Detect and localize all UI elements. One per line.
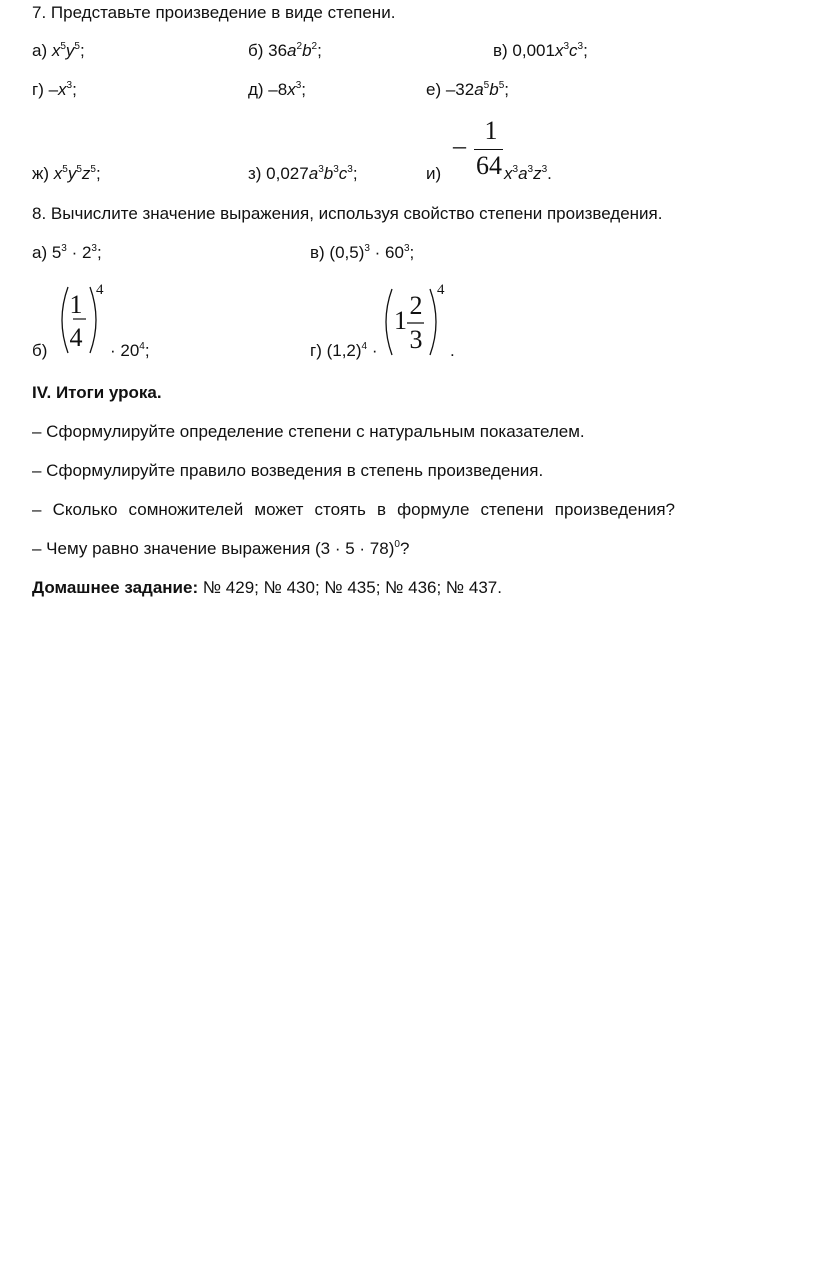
task8-g-denominator: 3 bbox=[409, 325, 423, 354]
task8-title: 8. Вычислите значение выражения, используя свойство степени произведения. bbox=[32, 204, 663, 223]
task8-item-v: в) $(0,5)^3 \cdot 60^3$; bbox=[310, 243, 415, 262]
fraction-minus: – bbox=[453, 131, 466, 160]
summary-question-2: – Сформулируйте правило возведения в степень произведения. bbox=[32, 461, 544, 480]
summary-question-4: – Чему равно значение выражения $(3 \cdot 5 \cdot 78)^0$? bbox=[32, 539, 410, 558]
task8-g-whole: 1 bbox=[394, 306, 407, 335]
task8-item-g-label: г) $(1,2)^4$ · bbox=[310, 341, 378, 360]
task7-item-i-label: и) bbox=[426, 164, 442, 183]
task8-item-b-tail: · $20^4$; bbox=[110, 341, 150, 360]
task7-item-zh: ж) $x^5y^5z^5$; bbox=[32, 164, 101, 183]
task8-item-a: а) $5^3 \cdot 2^3$; bbox=[32, 243, 102, 262]
fraction-bar bbox=[474, 149, 503, 150]
task7-item-v: в) $0,001x^3c^3$; bbox=[493, 41, 588, 60]
task7-item-b: б) $36a^2b^2$; bbox=[248, 41, 322, 60]
task7-item-i-tail: $x^3a^3z^3$. bbox=[504, 164, 552, 183]
summary-title: IV. Итоги урока. bbox=[32, 383, 162, 402]
task7-item-g: г) $-x^3$; bbox=[32, 80, 77, 99]
task8-item-g-tail: . bbox=[450, 341, 455, 360]
task7-item-d: д) $-8x^3$; bbox=[248, 80, 307, 99]
fraction-denominator: 64 bbox=[476, 151, 502, 180]
summary-question-3: – Сколько сомножителей может стоять в формуле степени произведения? bbox=[32, 500, 675, 519]
task7-item-e: е) $-32a^5b^5$; bbox=[426, 80, 509, 99]
task7-item-z: з) $0,027a^3b^3c^3$; bbox=[248, 164, 358, 183]
summary-question-1: – Сформулируйте определение степени с натуральным показателем. bbox=[32, 422, 585, 441]
task8-b-denominator: 4 bbox=[69, 323, 83, 352]
task8-b-exponent: 4 bbox=[96, 282, 104, 298]
fraction-numerator: 1 bbox=[484, 116, 498, 145]
homework: Домашнее задание: № 429; № 430; № 435; № 436; № 437. bbox=[32, 578, 502, 597]
task8-g-exponent: 4 bbox=[437, 282, 445, 298]
task8-item-b-label: б) bbox=[32, 341, 48, 360]
task8-g-numerator: 2 bbox=[409, 291, 423, 320]
task7-title: 7. Представьте произведение в виде степени. bbox=[32, 3, 396, 22]
task7-item-a: а) $x^5y^5$; bbox=[32, 41, 85, 60]
task8-b-numerator: 1 bbox=[69, 290, 83, 319]
